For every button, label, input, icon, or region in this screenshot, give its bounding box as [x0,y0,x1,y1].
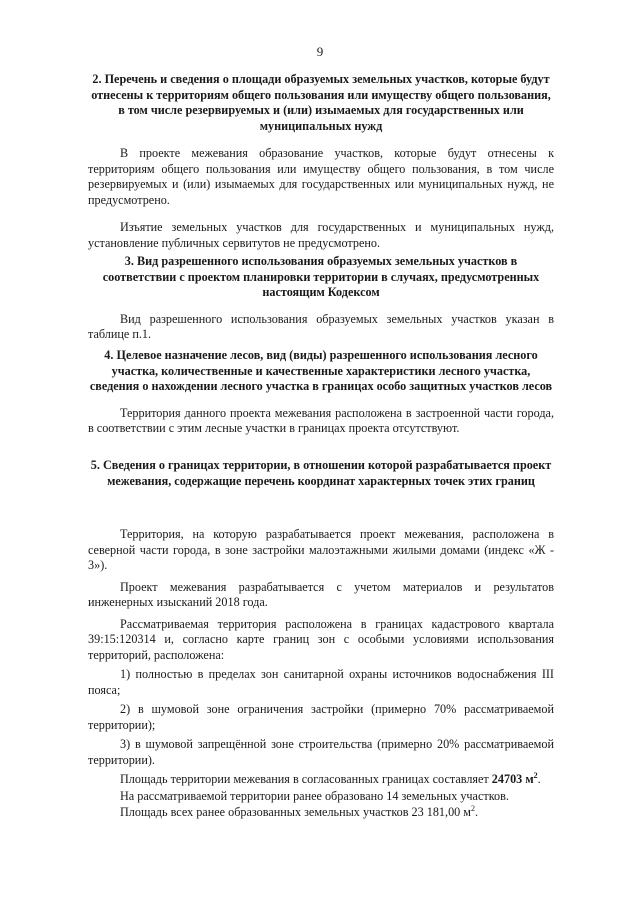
section-2-paragraph-2: Изъятие земельных участков для государственных и муниципальных нужд, установление публичных сервитутов не предусмотрено. [88,220,554,250]
section-3-heading: 3. Вид разрешенного использования образуемых земельных участков в соответствии с проектом планировки территории в случаях, предусмотренных настоящим Кодексом [102,254,540,299]
section-3 [88,254,554,343]
section-2-heading: 2. Перечень и сведения о площади образуемых земельных участков, которые будут отнесены к территориям общего пользования или имуществу общего пользования, в том числе резервируемых и (или) изымаемых для государственных или муниципальных нужд [91,72,551,133]
area-value: 24703 $м^2$ [491,770,538,786]
section-5-heading: 5. Сведения о границах территории, в отношении которой разрабатывается проект межевания, содержащие перечень координат характерных точек этих границ [90,458,552,488]
parcels-count-paragraph: На рассматриваемой территории ранее образовано 14 земельных участков. [120,788,509,803]
area-text: Площадь территории межевания в согласованных границах составляет [120,772,489,786]
section-4-paragraph-1: Территория данного проекта межевания расположена в застроенной части города, в соответствии с этим лесные участки в границах проекта отсутствуют. [88,405,554,435]
parcels-area-paragraph: Площадь всех ранее образованных земельных участков 23 181,00 $м^2$. [120,803,479,819]
section-4 [88,348,554,437]
section-3-paragraph-1: Вид разрешенного использования образуемых земельных участков указан в таблице п.1. [88,311,554,341]
section-5-paragraph-2: Проект межевания разрабатывается с учетом материалов и результатов инженерных изысканий 2018 года. [88,579,554,609]
zone-item-3: 3) в шумовой запрещённой зоне строительства (примерно 20% рассматриваемой территории). [88,737,554,767]
zone-item-2: 2) в шумовой зоне ограничения застройки (примерно 70% рассматриваемой территории); [88,702,554,732]
section-5 [88,458,554,821]
section-5-paragraph-3: Рассматриваемая территория расположена в границах кадастрового квартала 39:15:120314 и, согласно карте границ зон с особыми условиями использования территорий, расположена: [88,616,554,662]
section-5-paragraph-1: Территория, на которую разрабатывается проект межевания, расположена в северной части города, в зоне застройки малоэтажными жилыми домами (индекс «Ж - 3»). [88,527,554,572]
section-2 [88,72,554,251]
page-number: 9 [316,44,324,59]
section-4-heading: 4. Целевое назначение лесов, вид (виды) разрешенного использования лесного участка, количественные и качественные характеристики лесного участка, сведения о нахождении лесного участка в границах особо защитных участков лесов [89,348,553,393]
zone-item-1: 1) полностью в пределах зон санитарной охраны источников водоснабжения III пояса; [88,667,554,697]
area-paragraph: Площадь территории межевания в согласованных границах составляет 24703 $м^2$. [120,770,541,786]
section-2-paragraph-1: В проекте межевания образование участков, которые будут отнесены к территориям общего пользования или имуществу общего пользования, в том числе резервируемых и (или) изымаемых для государственных или муниципальных нужд, не предусмотрено. [88,146,554,207]
